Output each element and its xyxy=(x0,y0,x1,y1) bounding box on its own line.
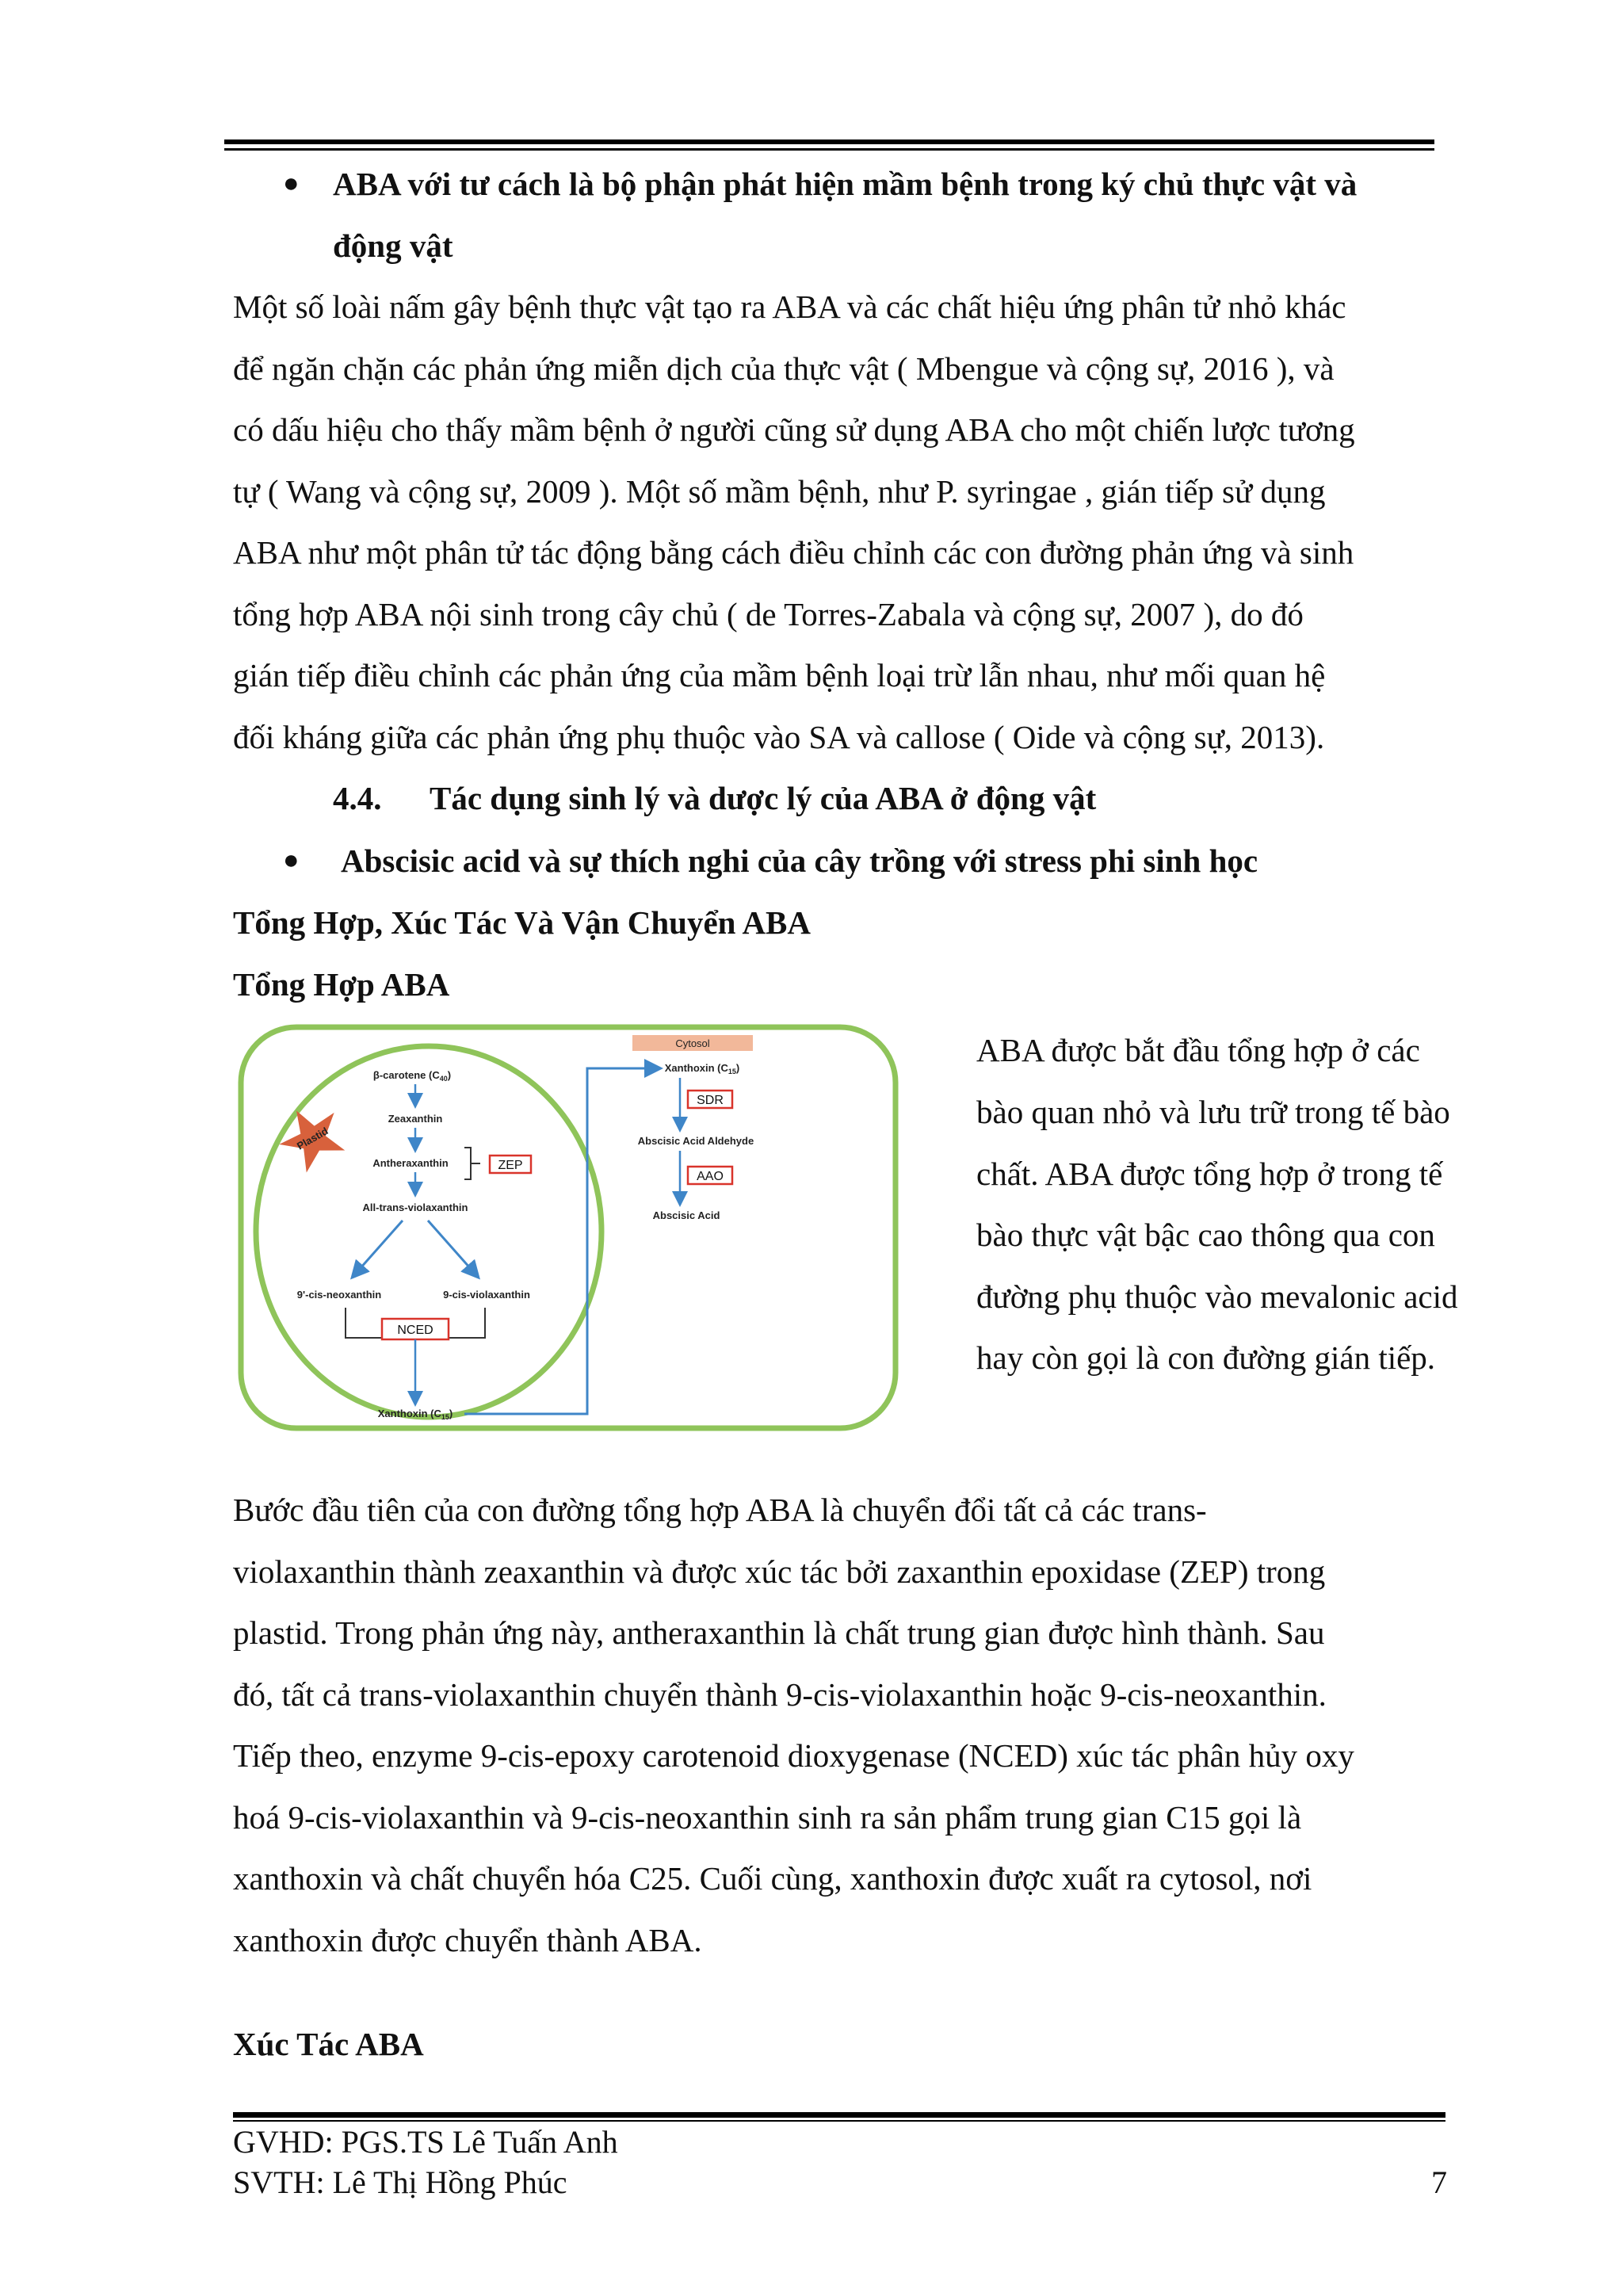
side-text-line: hay còn gọi là con đường gián tiếp. xyxy=(976,1339,1436,1376)
cell-wall-outline xyxy=(241,1027,896,1428)
paragraph-1-line: tổng hợp ABA nội sinh trong cây chủ ( de Torres-Zabala và cộng sự, 2007 ), do đó xyxy=(233,596,1304,632)
paragraph-2-line: Bước đầu tiên của con đường tổng hợp ABA là chuyển đổi tất cả các trans- xyxy=(233,1492,1207,1528)
paragraph-1-line: đối kháng giữa các phản ứng phụ thuộc vào SA và callose ( Oide và cộng sự, 2013). xyxy=(233,719,1325,755)
subheading: Tổng Hợp ABA xyxy=(233,966,450,1003)
svg-text:Xanthoxin (C15): Xanthoxin $(C_{15})$ xyxy=(377,1408,453,1421)
paragraph-1-line: ABA như một phân tử tác động bằng cách điều chỉnh các con đường phản ứng và sinh xyxy=(233,534,1354,571)
paragraph-2-line: Tiếp theo, enzyme 9-cis-epoxy carotenoid dioxygenase (NCED) xúc tác phân hủy oxy xyxy=(233,1737,1354,1774)
svg-text:Xanthoxin (C15): Xanthoxin $(C_{15})$ xyxy=(664,1062,740,1075)
paragraph-2-line: xanthoxin được chuyển thành ABA. xyxy=(233,1922,702,1958)
svg-text:All-trans-violaxanthin: All-trans-violaxanthin xyxy=(362,1201,468,1213)
svg-text:Plastid: Plastid xyxy=(295,1125,330,1152)
side-text-line: bào quan nhỏ và lưu trữ trong tế bào xyxy=(976,1094,1450,1130)
side-text-line: ABA được bắt đầu tổng hợp ở các xyxy=(976,1032,1420,1068)
svg-text:9-cis-violaxanthin: 9-cis-violaxanthin xyxy=(443,1289,530,1301)
svg-text:NCED: NCED xyxy=(397,1324,433,1337)
footer-advisor: GVHD: PGS.TS Lê Tuấn Anh xyxy=(233,2124,618,2160)
footer-rule xyxy=(233,2112,1445,2122)
side-text-line: đường phụ thuộc vào mevalonic acid xyxy=(976,1278,1458,1315)
svg-text:ZEP: ZEP xyxy=(498,1159,523,1172)
paragraph-1-line: để ngăn chặn các phản ứng miễn dịch của thực vật ( Mbengue và cộng sự, 2016 ), và xyxy=(233,350,1335,387)
subheading: Xúc Tác ABA xyxy=(233,2026,424,2062)
paragraph-2-line: đó, tất cả trans-violaxanthin chuyển thành 9-cis-violaxanthin hoặc 9-cis-neoxanthin. xyxy=(233,1676,1327,1713)
svg-text:Zeaxanthin: Zeaxanthin xyxy=(388,1113,443,1125)
plastid-outline xyxy=(256,1046,601,1417)
bullet-heading: Abscisic acid và sự thích nghi của cây trồng với stress phi sinh học xyxy=(341,842,1258,879)
svg-text:AAO: AAO xyxy=(697,1170,724,1183)
svg-text:SDR: SDR xyxy=(697,1094,724,1107)
paragraph-1-line: Một số loài nấm gây bệnh thực vật tạo ra ABA và các chất hiệu ứng phân tử nhỏ khác xyxy=(233,288,1346,325)
paragraph-1-line: tự ( Wang và cộng sự, 2009 ). Một số mầm bệnh, như P. syringae , gián tiếp sử dụng xyxy=(233,473,1326,510)
side-text-line: chất. ABA được tổng hợp ở trong tế xyxy=(976,1156,1443,1192)
aba-biosynthesis-diagram xyxy=(235,1021,902,1435)
bullet-heading-line-2: động vật xyxy=(333,227,453,264)
bullet-marker: ● xyxy=(283,169,300,198)
paragraph-1-line: có dấu hiệu cho thấy mầm bệnh ở người cũng sử dụng ABA cho một chiến lược tương xyxy=(233,411,1355,448)
header-rule xyxy=(224,139,1434,151)
svg-text:Abscisic Acid: Abscisic Acid xyxy=(652,1209,720,1221)
section-number: 4.4. xyxy=(333,780,382,816)
side-text-line: bào thực vật bậc cao thông qua con xyxy=(976,1217,1435,1253)
page-number: 7 xyxy=(1431,2164,1447,2200)
paragraph-1-line: gián tiếp điều chỉnh các phản ứng của mầm bệnh loại trừ lẫn nhau, như mối quan hệ xyxy=(233,657,1326,693)
subheading: Tổng Hợp, Xúc Tác Và Vận Chuyển ABA xyxy=(233,904,812,941)
bullet-marker: ● xyxy=(283,846,300,875)
bullet-heading-line-1: ABA với tư cách là bộ phận phát hiện mầm bệnh trong ký chủ thực vật và xyxy=(333,166,1358,202)
svg-text:Abscisic Acid Aldehyde: Abscisic Acid Aldehyde xyxy=(637,1135,754,1147)
paragraph-2-line: plastid. Trong phản ứng này, antheraxanthin là chất trung gian được hình thành. Sau xyxy=(233,1614,1325,1651)
svg-text:β-carotene (C40): β-carotene $(C_{40})$ xyxy=(372,1069,452,1083)
svg-text:9'-cis-neoxanthin: 9'-cis-neoxanthin xyxy=(296,1289,382,1301)
paragraph-2-line: xanthoxin và chất chuyển hóa C25. Cuối cùng, xanthoxin được xuất ra cytosol, nơi xyxy=(233,1860,1312,1897)
footer-student: SVTH: Lê Thị Hồng Phúc xyxy=(233,2164,567,2200)
cytosol-label: Cytosol xyxy=(675,1037,710,1049)
section-title: Tác dụng sinh lý và dược lý của ABA ở động vật xyxy=(430,780,1097,816)
paragraph-2-line: hoá 9-cis-violaxanthin và 9-cis-neoxanthin sinh ra sản phẩm trung gian C15 gọi là xyxy=(233,1799,1302,1836)
svg-text:Antheraxanthin: Antheraxanthin xyxy=(372,1157,449,1169)
paragraph-2-line: violaxanthin thành zeaxanthin và được xúc tác bởi zaxanthin epoxidase (ZEP) trong xyxy=(233,1553,1326,1590)
